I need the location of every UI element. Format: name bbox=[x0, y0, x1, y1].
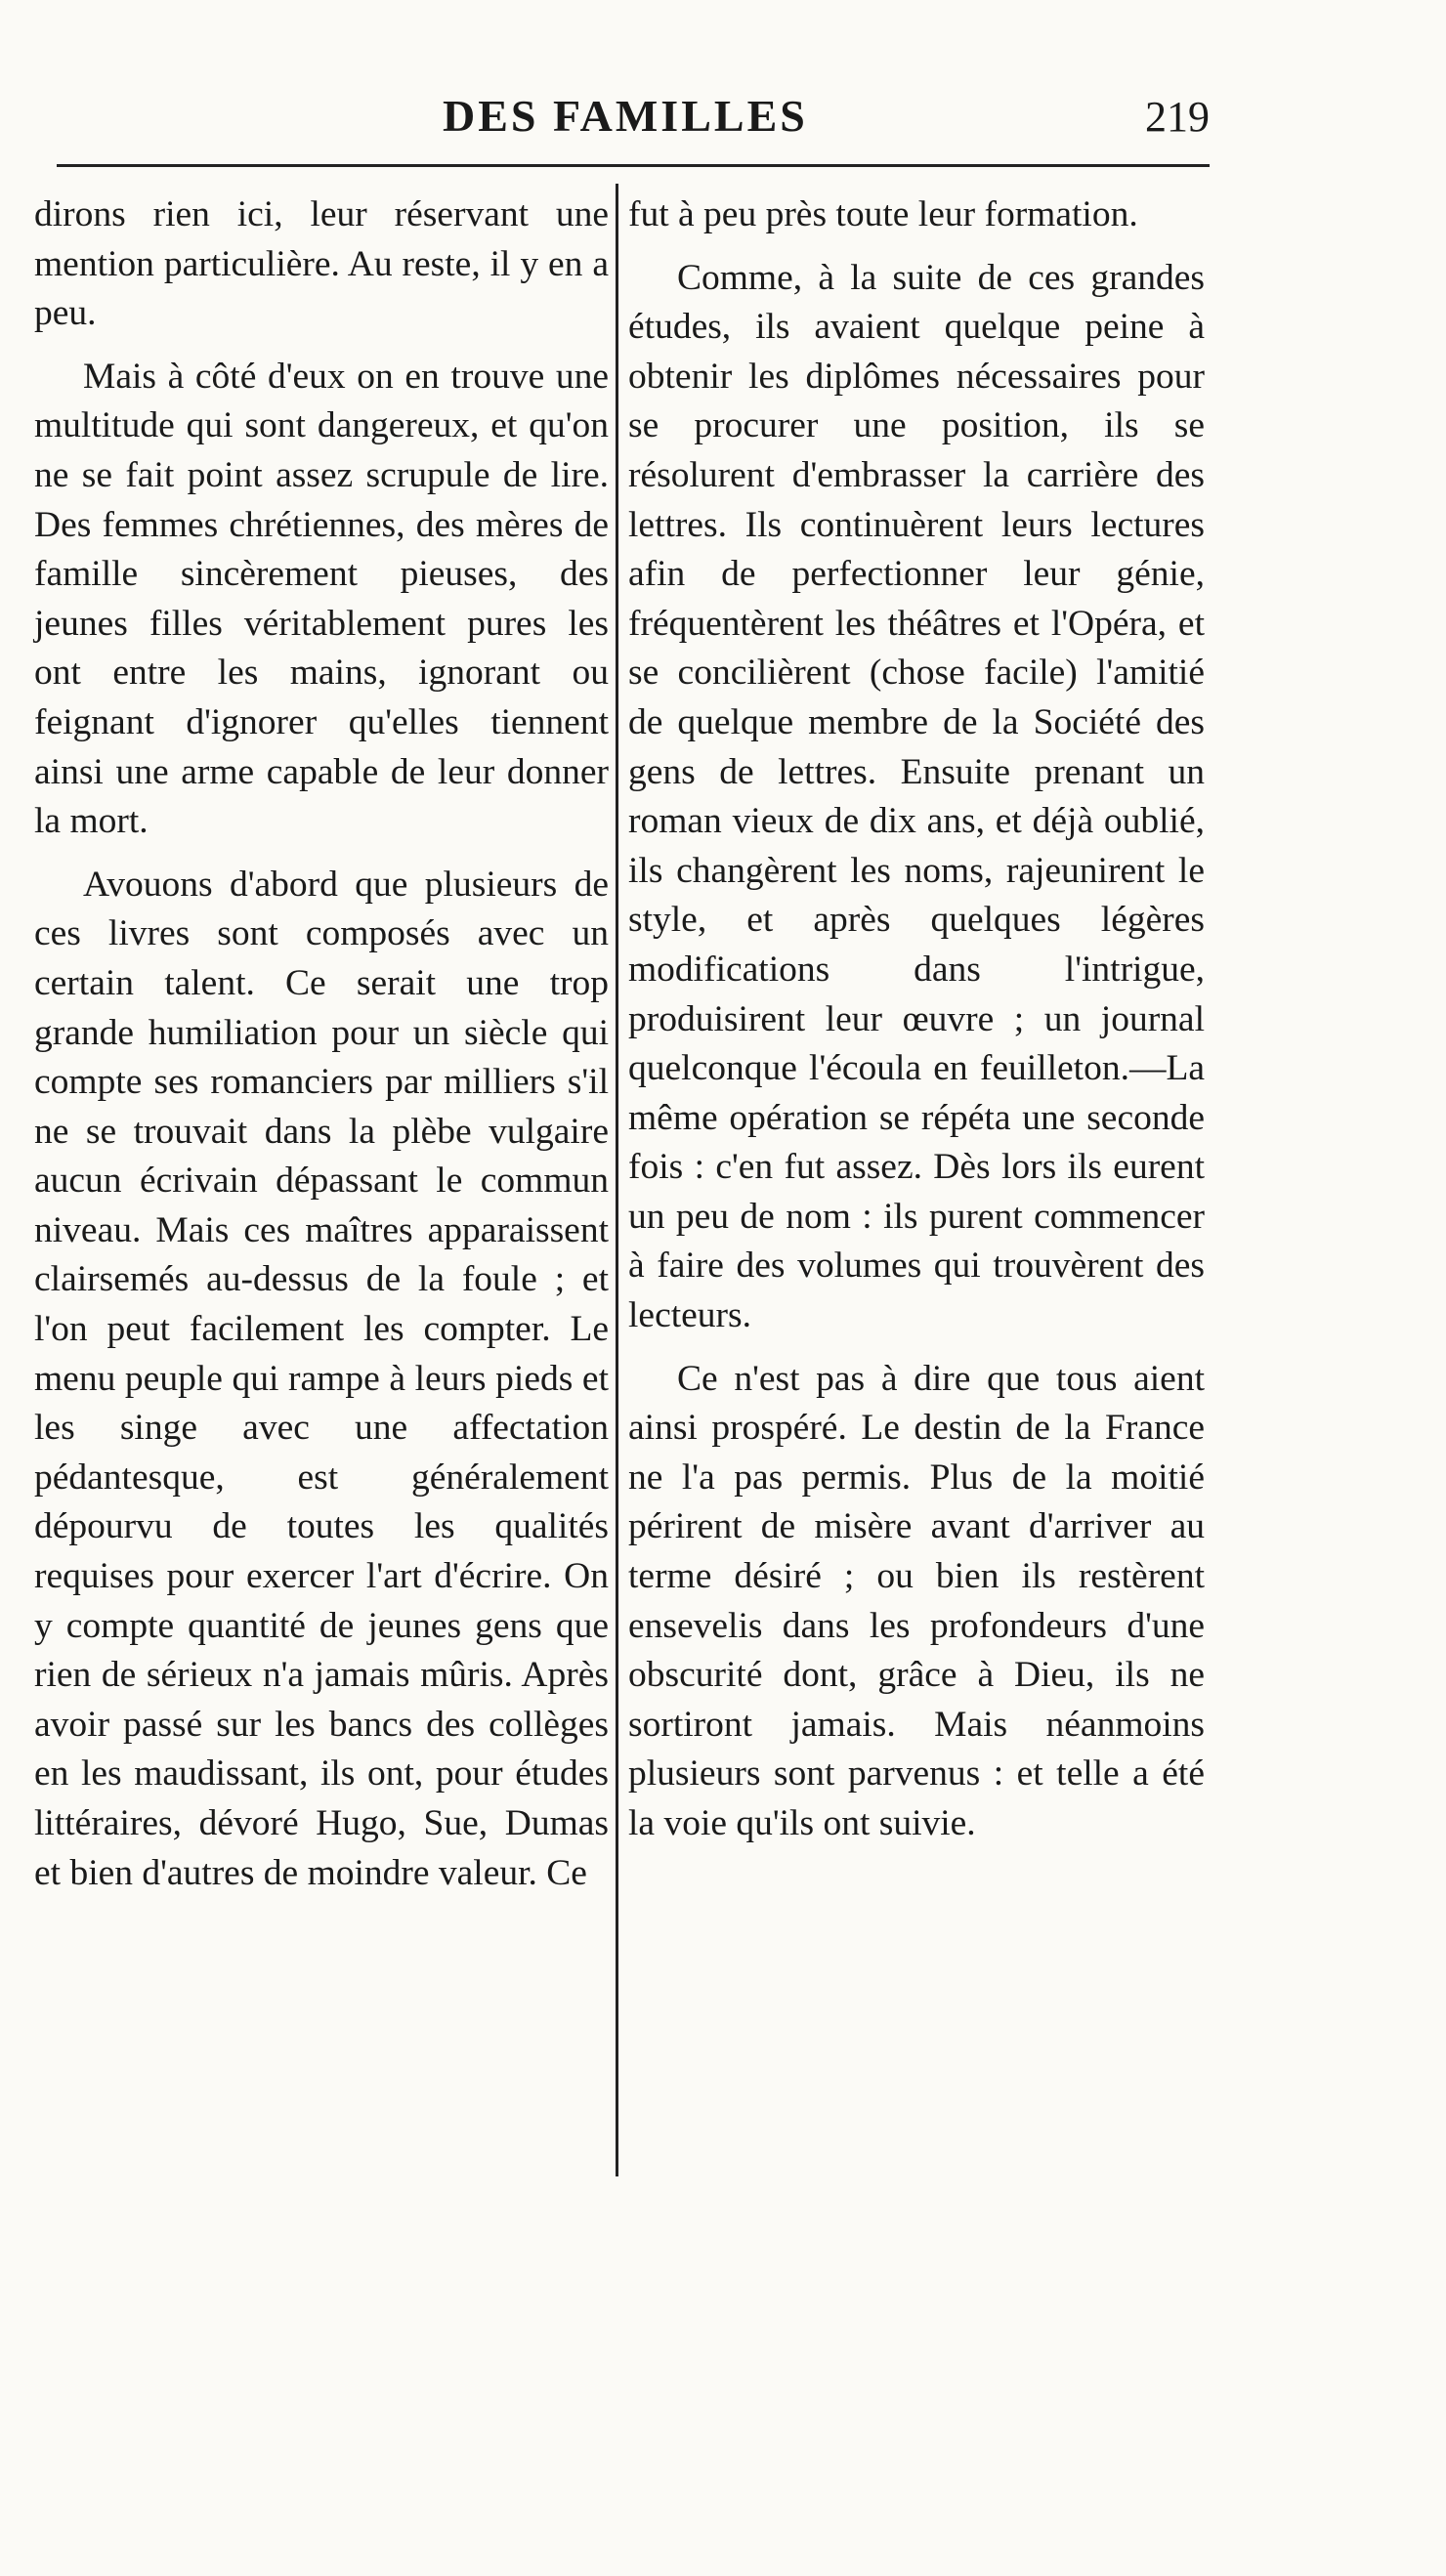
paragraph: dirons rien ici, leur réservant une mention particulière. Au reste, il y en a peu. bbox=[34, 194, 609, 334]
paragraph: Comme, à la suite de ces grandes études, ils avaient quelque peine à obtenir les diplômes nécessaires pour se procurer une position, ils se résolurent d'embrasser la carrière des lettres. Ils continuèrent leurs lectures afin de perfectionner leur génie, fréquentèrent les théâtres et l'Opéra, et se concilièrent (chose facile) l'amitié de quelque membre de la Société des gens de lettres. Ensuite prenant un roman vieux de dix ans, et déjà oublié, ils changèrent les noms, rajeunirent le style, et après quelques légères modifications dans l'intrigue, produisirent leur œuvre ; un journal quelconque l'écoula en feuilleton.—La même opération se répéta une seconde fois : c'en fut assez. Dès lors ils eurent un peu de nom : ils purent commencer à faire des volumes qui trouvèrent des lecteurs. bbox=[628, 257, 1205, 1336]
right-column bbox=[628, 190, 1205, 1849]
left-column bbox=[34, 190, 609, 1898]
paragraph: Ce n'est pas à dire que tous aient ainsi prospéré. Le destin de la France ne l'a pas permis. Plus de la moitié périrent de misère avant d'arriver au terme désiré ; ou bien ils restèrent ensevelis dans les profondeurs d'une obscurité dont, grâce à Dieu, ils ne sortiront jamais. Mais néanmoins plusieurs sont parvenus : et telle a été la voie qu'ils ont suivie. bbox=[628, 1358, 1205, 1843]
page-number: 219 bbox=[1145, 93, 1210, 141]
column-divider bbox=[616, 184, 618, 2176]
paragraph: Avouons d'abord que plusieurs de ces livres sont composés avec un certain talent. Ce serait une trop grande humiliation pour un siècle qui compte ses romanciers par milliers s'il ne se trouvait dans la plèbe vulgaire aucun écrivain dépassant le commun niveau. Mais ces maîtres apparaissent clairsemés au-dessus de la foule ; et l'on peut facilement les compter. Le menu peuple qui rampe à leurs pieds et les singe avec une affectation pédantesque, est généralement dépourvu de toutes les qualités requises pour exercer l'art d'écrire. On y compte quantité de jeunes gens que rien de sérieux n'a jamais mûris. Après avoir passé sur les bancs des collèges en les maudissant, ils ont, pour études littéraires, dévoré Hugo, Sue, Dumas et bien d'autres de moindre valeur. Ce bbox=[34, 864, 609, 1893]
paragraph: Mais à côté d'eux on en trouve une multitude qui sont dangereux, et qu'on ne se fait point assez scrupule de lire. Des femmes chrétiennes, des mères de famille sincèrement pieuses, des jeunes filles véritablement pures les ont entre les mains, ignorant ou feignant d'ignorer qu'elles tiennent ainsi une arme capable de leur donner la mort. bbox=[34, 356, 609, 842]
running-title: DES FAMILLES bbox=[443, 91, 808, 141]
running-header bbox=[57, 90, 1210, 158]
paragraph: fut à peu près toute leur formation. bbox=[628, 194, 1138, 234]
header-rule bbox=[57, 164, 1210, 167]
